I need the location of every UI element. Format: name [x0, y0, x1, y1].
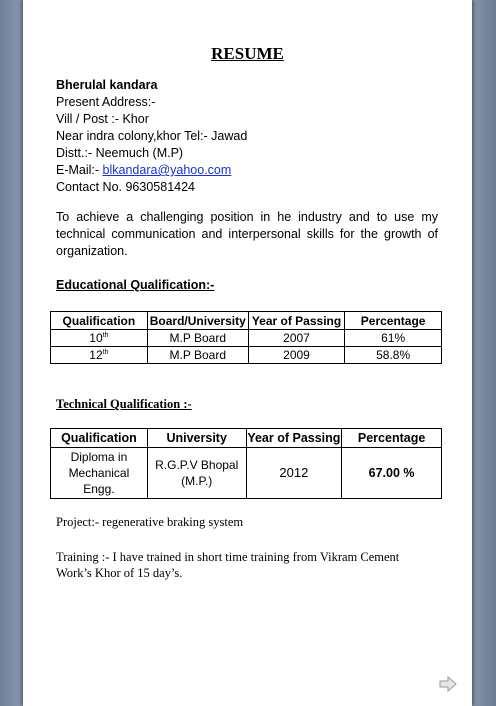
table-header-row — [51, 429, 442, 448]
percentage-cell: 58.8% — [345, 347, 442, 364]
email-line — [56, 162, 247, 179]
viewer-background-right — [472, 0, 496, 706]
header-year: Year of Passing — [246, 429, 342, 448]
table-header-row — [51, 312, 442, 330]
phone-line: Contact No. 9630581424 — [56, 180, 195, 194]
year-cell: 2012 — [246, 448, 342, 499]
education-table — [50, 311, 442, 364]
header-university: University — [147, 429, 246, 448]
document-page — [23, 0, 472, 706]
header-percentage: Percentage — [345, 312, 442, 330]
address-label: Present Address:- — [56, 95, 156, 109]
page-title: RESUME — [211, 44, 284, 63]
email-link[interactable]: blkandara@yahoo.com — [102, 163, 232, 177]
header-board: Board/University — [147, 312, 248, 330]
address-village: Vill / Post :- Khor — [56, 112, 149, 126]
technical-table — [50, 428, 442, 499]
percentage-cell: 67.00 % — [342, 448, 442, 499]
technical-heading: Technical Qualification :- — [56, 397, 192, 411]
qualification-cell: 12th — [51, 347, 148, 364]
email-label: E-Mail:- — [56, 163, 100, 177]
table-row — [51, 448, 442, 499]
objective-paragraph: To achieve a challenging position in he industry and to use my technical communication and interpersonal skills for the growth of organization. — [56, 210, 438, 258]
address-near: Near indra colony,khor Tel:- Jawad — [56, 129, 248, 143]
header-percentage: Percentage — [342, 429, 442, 448]
board-cell: M.P Board — [147, 347, 248, 364]
header-year: Year of Passing — [248, 312, 345, 330]
next-page-arrow-icon[interactable] — [439, 676, 457, 692]
contact-block — [56, 77, 247, 196]
address-district: Distt.:- Neemuch (M.P) — [56, 146, 184, 160]
viewer-background-left — [0, 0, 23, 706]
board-cell: M.P Board — [147, 330, 248, 347]
project-line: Project:- regenerative braking system — [56, 515, 244, 529]
header-qualification: Qualification — [51, 429, 148, 448]
percentage-cell: 61% — [345, 330, 442, 347]
year-cell: 2009 — [248, 347, 345, 364]
header-qualification: Qualification — [51, 312, 148, 330]
university-cell: R.G.P.V Bhopal (M.P.) — [147, 448, 246, 499]
year-cell: 2007 — [248, 330, 345, 347]
education-heading: Educational Qualification:- — [56, 278, 215, 292]
qualification-cell: Diploma in Mechanical Engg. — [51, 448, 148, 499]
qualification-cell: 10th — [51, 330, 148, 347]
candidate-name: Bherulal kandara — [56, 78, 158, 92]
training-paragraph: Training :- I have trained in short time training from Vikram Cement Work’s Khor of 15 day’s. — [56, 550, 400, 580]
table-row — [51, 347, 442, 364]
table-row — [51, 330, 442, 347]
